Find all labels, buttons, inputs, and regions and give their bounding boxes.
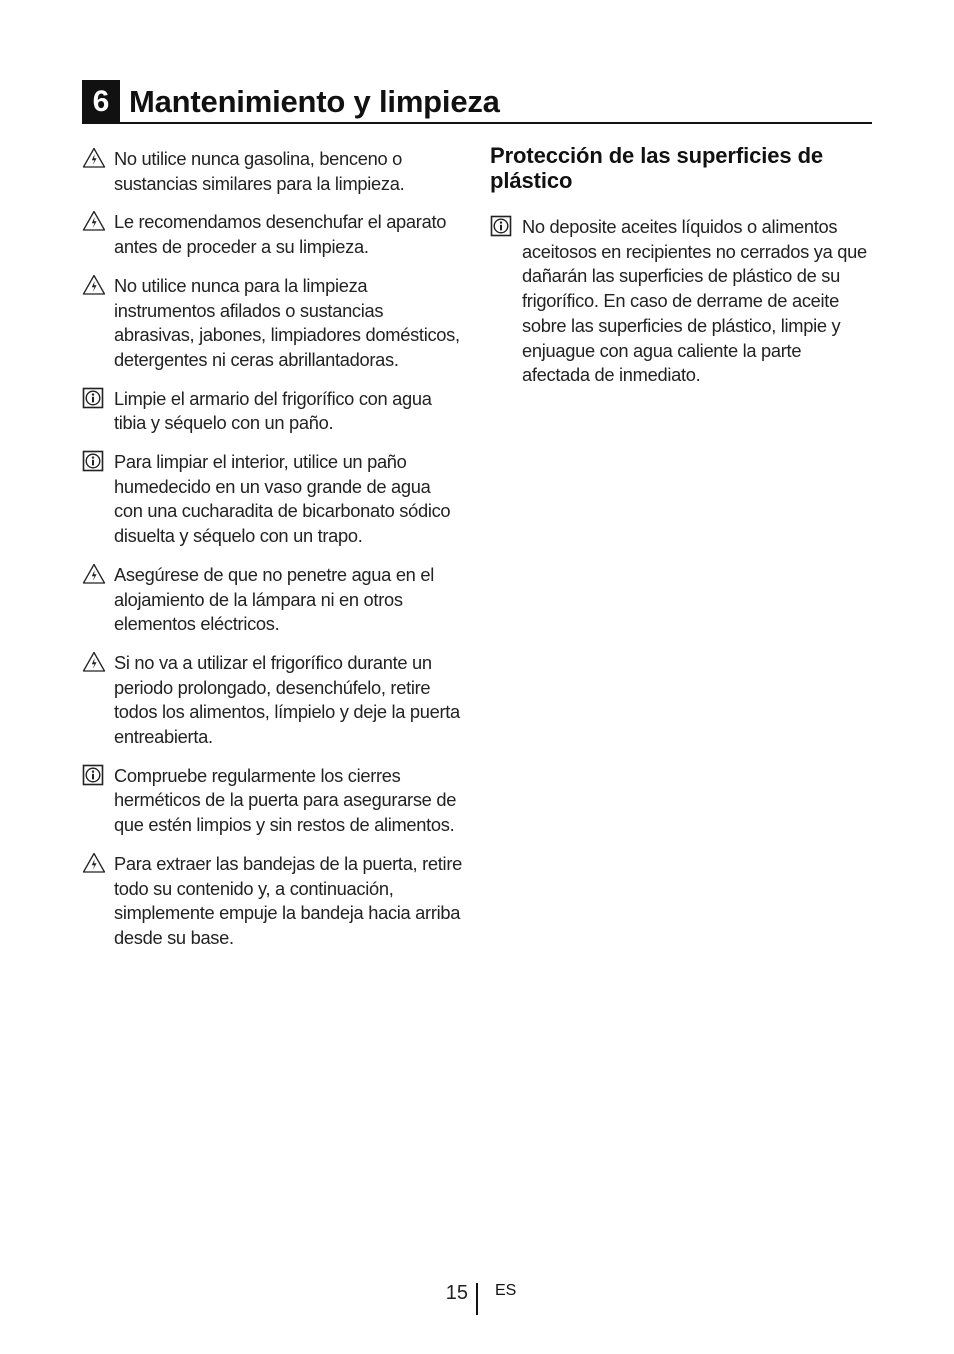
list-item: [82, 651, 462, 750]
chapter-title: Mantenimiento y limpieza: [129, 84, 500, 119]
item-text: Si no va a utilizar el frigorífico durante un periodo prolongado, desenchúfelo, retire todos los alimentos, límpielo y deje la puerta entreabierta.: [114, 651, 460, 748]
item-text: No deposite aceites líquidos o alimentos aceitosos en recipientes no cerrados ya que dañarán las superficies de plástico de su frigorífico. En caso de derrame de aceite sobre las superficies de plástico, limpie y enjuague con agua caliente la parte afectada de inmediato.: [522, 216, 867, 386]
list-item: [82, 387, 462, 436]
left-column: [82, 147, 462, 965]
chapter-header: [82, 80, 872, 124]
list-item: [82, 852, 462, 951]
item-text: No utilice nunca gasolina, benceno o sustancias similares para la limpieza.: [114, 148, 405, 194]
list-item: [82, 147, 462, 196]
list-item: [82, 450, 462, 549]
item-text: Asegúrese de que no penetre agua en el alojamiento de la lámpara ni en otros elementos eléctricos.: [114, 563, 434, 635]
warning-icon: [82, 651, 106, 673]
language-code: ES: [495, 1282, 517, 1299]
right-items: [490, 215, 870, 388]
list-item: [82, 764, 462, 838]
list-item: [82, 210, 462, 259]
page-number: 15: [445, 1282, 468, 1304]
warning-icon: [82, 274, 106, 296]
warning-icon: [82, 563, 106, 585]
list-item: [82, 274, 462, 373]
info-icon: [82, 387, 106, 409]
info-icon: [490, 215, 514, 237]
item-text: No utilice nunca para la limpieza instrumentos afilados o sustancias abrasivas, jabones, limpiadores domésticos, detergentes ni ceras abrillantadoras.: [114, 274, 460, 370]
warning-icon: [82, 210, 106, 232]
item-text: Para extraer las bandejas de la puerta, retire todo su contenido y, a continuación, simplemente empuje la bandeja hacia arriba desde su base.: [114, 852, 462, 948]
footer-divider: [476, 1283, 478, 1315]
section-heading: Protección de las superficies de plástico: [490, 143, 824, 193]
warning-icon: [82, 852, 106, 874]
item-text: Para limpiar el interior, utilice un paño humedecido en un vaso grande de agua con una cucharadita de bicarbonato sódico disuelta y séquelo con un trapo.: [114, 451, 451, 547]
info-icon: [82, 450, 106, 472]
warning-icon: [82, 147, 106, 169]
info-icon: [82, 764, 106, 786]
list-item: [82, 563, 462, 637]
item-text: Compruebe regularmente los cierres herméticos de la puerta para asegurarse de que estén limpios y sin restos de alimentos.: [114, 764, 457, 836]
item-text: Limpie el armario del frigorífico con agua tibia y séquelo con un paño.: [114, 387, 432, 434]
list-item: [490, 215, 870, 388]
right-column: [490, 143, 870, 402]
item-text: Le recomendamos desenchufar el aparato antes de proceder a su limpieza.: [114, 211, 447, 258]
chapter-number: 6: [82, 80, 120, 124]
